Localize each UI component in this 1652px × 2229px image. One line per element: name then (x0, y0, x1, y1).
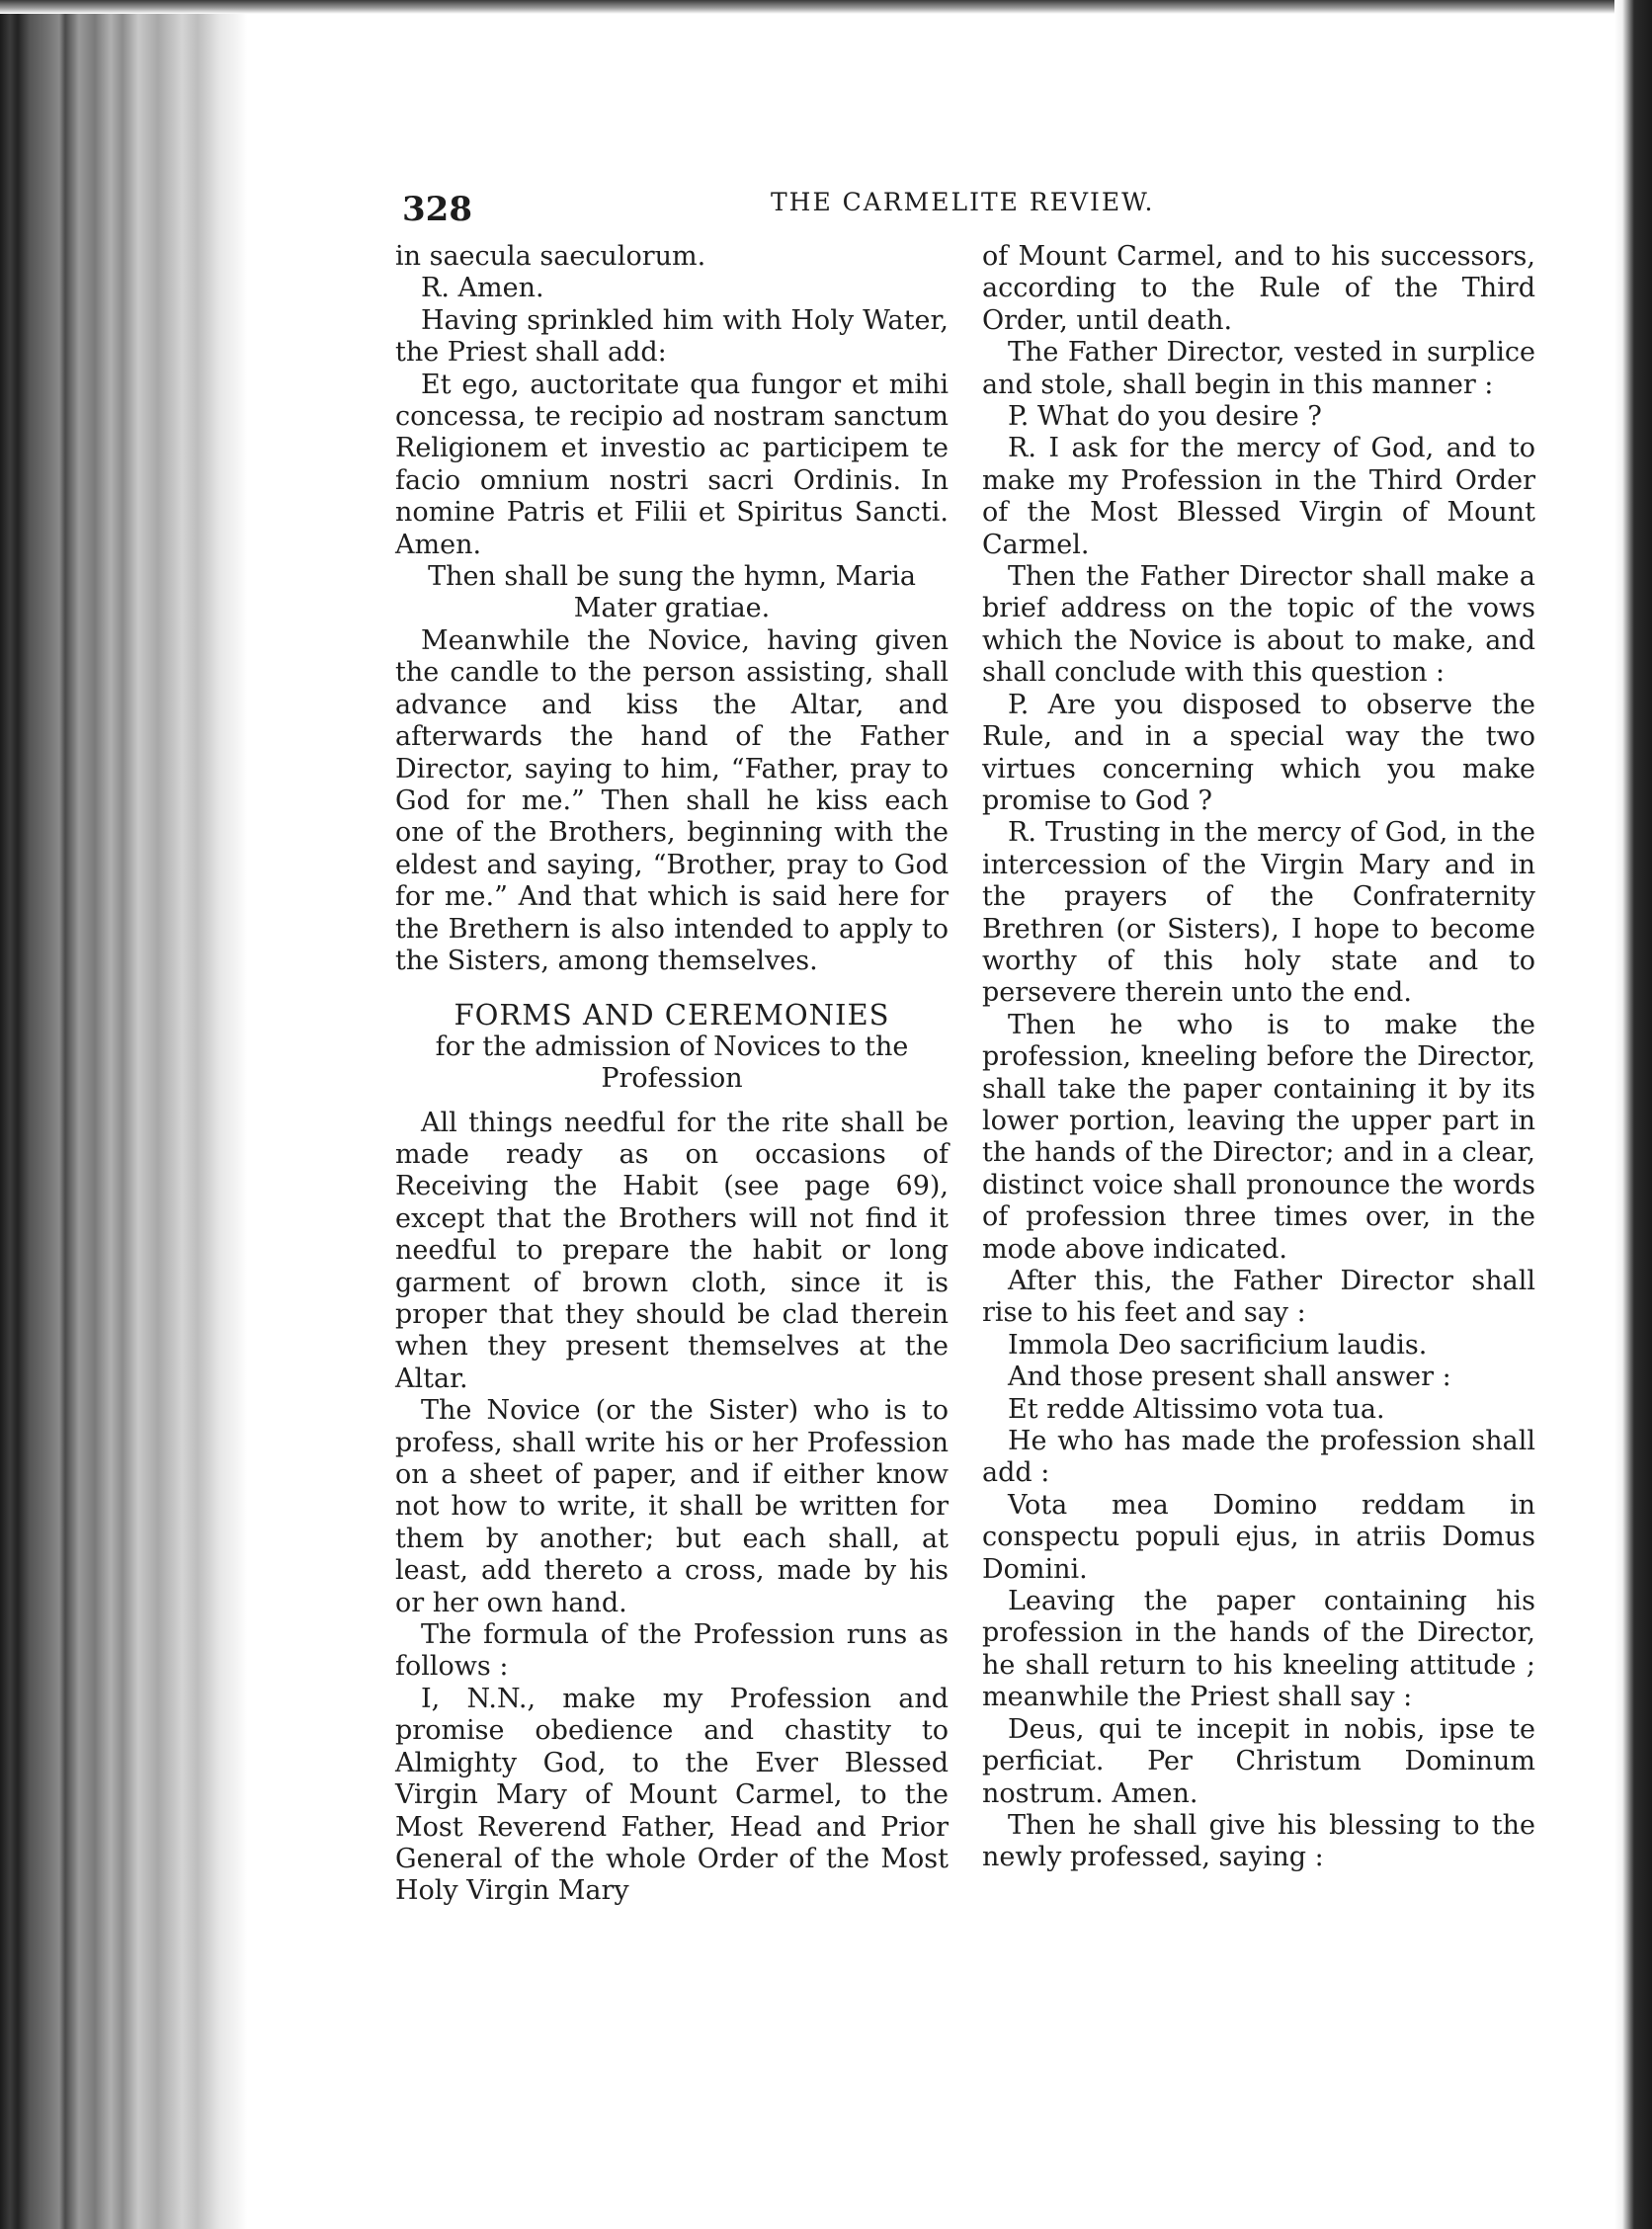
left-column (395, 241, 949, 1908)
paragraph: P. Are you disposed to observe the Rule, and in a special way the two virtues concerning which you make promise to God ? (982, 689, 1535, 816)
section-heading: FORMS AND CEREMONIES (454, 998, 890, 1032)
paragraph: R. Trusting in the mercy of God, in the intercession of the Virgin Mary and in the prayers of the Confraternity Brethren (or Sisters), I hope to become worthy of this holy state and to persevere therein unto the end. (982, 817, 1535, 1009)
paragraph: Leaving the paper containing his profession in the hands of the Director, he shall return to his kneeling attitude ; meanwhile the Priest shall say : (982, 1586, 1535, 1713)
paragraph: Immola Deo sacrificium laudis. (1008, 1329, 1428, 1361)
paragraph: Meanwhile the Novice, having given the candle to the person assisting, shall advance and kiss the Altar, and afterwards the hand of the Father Director, saying to him, “Father, pray to God for me.” Then shall he kiss each one of the Brothers, beginning with the eldest and saying, “Brother, pray to God for me.” And that which is said here for the Brethern is also intended to apply to the Sisters, among themselves. (395, 624, 949, 976)
paragraph: The Father Director, vested in surplice and stole, shall begin in this manner : (982, 337, 1535, 400)
paragraph: Then he who is to make the profession, kneeling before the Director, shall take the paper containing it by its lower portion, leaving the upper part in the hands of the Director; and in a clear, distinct voice shall pronounce the words of profession three times over, in the mode above indicated. (982, 1009, 1535, 1265)
page-top-edge (0, 0, 1652, 14)
paragraph: Deus, qui te incepit in nobis, ipse te perficiat. Per Christum Dominum nostrum. Amen. (982, 1713, 1535, 1809)
paragraph: Having sprinkled him with Holy Water, the Priest shall add: (395, 304, 949, 369)
paragraph: of Mount Carmel, and to his successors, according to the Rule of the Third Order, until death. (982, 241, 1535, 336)
paragraph: The formula of the Profession runs as follows : (395, 1619, 949, 1683)
paragraph: And those present shall answer : (1008, 1362, 1451, 1393)
paragraph: R. I ask for the mercy of God, and to make my Profession in the Third Order of the Most Blessed Virgin of Mount Carmel. (982, 433, 1535, 560)
paragraph: Et redde Altissimo vota tua. (1008, 1393, 1385, 1425)
book-binding-edge (0, 0, 247, 2229)
right-column (982, 241, 1535, 1874)
paragraph: Et ego, auctoritate qua fungor et mihi concessa, te recipio ad nostram sanctum Religionem et investio ac participem te facio omnium nostri sacri Ordinis. In nomine Patris et Filii et Spiritus Sancti. Amen. (395, 369, 949, 560)
running-head: THE CARMELITE REVIEW. (771, 188, 1155, 216)
paragraph: Then he shall give his blessing to the newly professed, saying : (982, 1809, 1535, 1873)
paragraph: After this, the Father Director shall rise to his feet and say : (982, 1266, 1535, 1329)
paragraph: Then the Father Director shall make a brief address on the topic of the vows which the Novice is about to make, and shall conclude with this question : (982, 561, 1535, 689)
paragraph: He who has made the profession shall add : (982, 1426, 1535, 1489)
paragraph: All things needful for the rite shall be made ready as on occasions of Receiving the Habit (see page 69), except that the Brothers will not find it needful to prepare the habit or long garment of brown cloth, since it is proper that they should be clad therein when they present themselves at the Altar. (395, 1107, 949, 1394)
paragraph: Vota mea Domino reddam in conspectu populi ejus, in atriis Domus Domini. (982, 1489, 1535, 1585)
paragraph: I, N.N., make my Profession and promise obedience and chastity to Almighty God, to the Ever Blessed Virgin Mary of Mount Carmel, to the Most Reverend Father, Head and Prior General of the whole Order of the Most Holy Virgin Mary (395, 1683, 949, 1907)
section-subheading: for the admission of Novices to the Profession (435, 1031, 909, 1095)
page-number: 328 (402, 190, 472, 229)
paragraph: R. Amen. (421, 273, 544, 304)
paragraph: in saecula saeculorum. (395, 241, 706, 272)
paragraph: The Novice (or the Sister) who is to profess, shall write his or her Profession on a sheet of paper, and if either know not how to write, it shall be written for them by another; but each shall, at least, add thereto a cross, made by his or her own hand. (395, 1395, 949, 1618)
page-right-edge (1614, 0, 1652, 2229)
paragraph: P. What do you desire ? (1008, 401, 1322, 433)
hymn-line: Then shall be sung the hymn, Maria Mater gratiae. (428, 561, 916, 624)
